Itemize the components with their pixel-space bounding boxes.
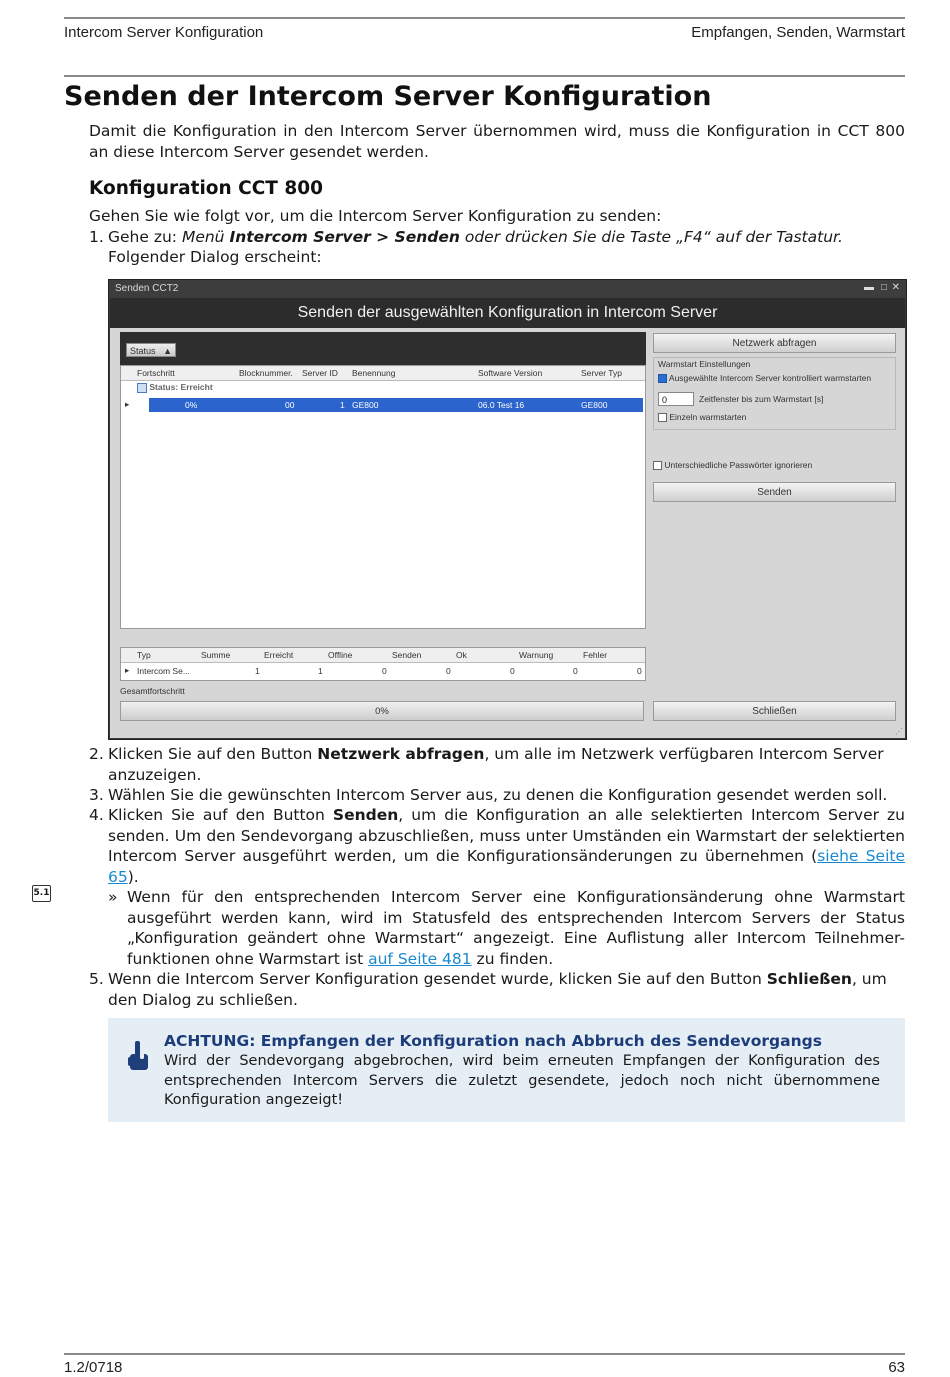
sum-col-erreicht[interactable]: Erreicht	[264, 650, 294, 660]
sum-summe: 1	[255, 666, 260, 676]
single-warmstart-checkbox[interactable]	[658, 413, 667, 422]
sum-fehler: 0	[637, 666, 642, 676]
step-4-c: , um die Konfiguration an alle selektierten Intercom Server zu senden. Um den Sendevorgang abzuschließen, muss unter Umständen ein Warmstart der selektierten Intercom Server ausgeführt werden, um die Konfigurationsänderungen zu übernehmen (	[108, 806, 906, 865]
overall-progress-label: Gesamtfortschritt	[120, 686, 185, 696]
page-title: Senden der Intercom Server Konfiguration	[64, 81, 712, 112]
step-1-path: Intercom Server > Senden	[229, 228, 460, 246]
minimize-icon[interactable]: ▬	[864, 282, 874, 293]
warmstart-checkbox-label: Ausgewählte Intercom Server kontrolliert warmstarten	[668, 373, 872, 383]
selected-row-cells	[149, 398, 643, 412]
summary-header	[121, 648, 645, 663]
step-2-button-name: Netzwerk abfragen	[317, 745, 485, 763]
step-5-button-name: Schließen	[766, 970, 852, 988]
group-row[interactable]	[137, 382, 643, 396]
step-5-a: Wenn die Intercom Server Konfiguration gesendet wurde, klicken Sie auf den Button	[108, 970, 767, 988]
step-2-a: Klicken Sie auf den Button	[108, 745, 318, 763]
cell-progress: 0%	[185, 400, 198, 410]
dialog-heading: Senden der ausgewählten Konfiguration in Intercom Server	[110, 298, 905, 328]
warmstart-time-label: Zeitfenster bis zum Warmstart [s]	[699, 394, 824, 404]
ignore-passwords-row[interactable]	[653, 460, 812, 470]
send-dialog	[108, 279, 907, 740]
sum-col-fehler[interactable]: Fehler	[583, 650, 608, 660]
collapse-icon[interactable]	[137, 383, 147, 393]
warmstart-group-title: Warmstart Einstellungen	[658, 359, 751, 369]
step-4-number: 4.	[89, 806, 104, 824]
col-blocknummer[interactable]: Blocknummer.	[239, 368, 293, 378]
pointing-hand-icon	[128, 1040, 150, 1078]
sort-asc-icon: ▲	[163, 346, 172, 356]
step-4-a: Klicken Sie auf den Button	[108, 806, 333, 824]
row-indicator-icon: ▸	[125, 399, 130, 409]
step-5-text	[108, 969, 905, 1010]
table-row[interactable]	[121, 398, 645, 412]
sum-col-ok[interactable]: Ok	[456, 650, 467, 660]
step-1-number: 1.	[89, 228, 104, 246]
cell-name: GE800	[352, 400, 379, 410]
summary-row-indicator-icon: ▸	[125, 665, 130, 675]
sum-col-summe[interactable]: Summe	[201, 650, 231, 660]
status-chip-label: Status	[130, 346, 156, 356]
step-2-text	[108, 744, 905, 785]
col-benennung[interactable]: Benennung	[352, 368, 396, 378]
dialog-body	[110, 328, 905, 738]
footer-rule	[64, 1353, 905, 1355]
col-fortschritt[interactable]: Fortschritt	[137, 368, 175, 378]
dialog-titlebar	[109, 280, 906, 298]
warmstart-time-input[interactable]: 0	[658, 392, 694, 406]
step-4-note-b: zu finden.	[471, 949, 554, 968]
step-4-d: ).	[127, 867, 139, 886]
step-1-shortcut: oder drücken Sie die Taste „F4“ auf der Tastatur.	[459, 228, 843, 246]
cell-type: GE800	[581, 400, 608, 410]
network-query-button[interactable]: Netzwerk abfragen	[653, 333, 896, 353]
sum-col-warnung[interactable]: Warnung	[519, 650, 554, 660]
sum-col-offline[interactable]: Offline	[328, 650, 353, 660]
page-number: 63	[888, 1359, 905, 1376]
header-rule	[64, 17, 905, 19]
send-button[interactable]: Senden	[653, 482, 896, 502]
lead-text: Gehen Sie wie folgt vor, um die Intercom Server Konfiguration zu senden:	[89, 207, 662, 225]
col-software-version[interactable]: Software Version	[478, 368, 543, 378]
warmstart-settings-group	[653, 357, 896, 430]
step-1-text	[108, 227, 905, 248]
warmstart-checkbox[interactable]	[658, 374, 667, 383]
single-warmstart-label: Einzeln warmstarten	[669, 412, 747, 422]
version-badge: 5.1	[32, 885, 51, 902]
step-4-button-name: Senden	[332, 806, 399, 824]
group-label: Status: Erreicht	[149, 382, 213, 392]
intro-paragraph: Damit die Konfiguration in den Intercom Server übernommen wird, muss die Konfiguration in CCT 800 an diese Intercom Server gesendet werden.	[89, 122, 905, 161]
header-left: Intercom Server Konfiguration	[64, 24, 264, 41]
page-65-link[interactable]: siehe Seite 65	[108, 847, 906, 886]
sum-ok: 0	[510, 666, 515, 676]
ignore-passwords-label: Unterschiedliche Passwörter ignorieren	[664, 460, 813, 470]
col-server-typ[interactable]: Server Typ	[581, 368, 622, 378]
header-right: Empfangen, Senden, Warmstart	[691, 24, 905, 41]
step-2-c: , um alle im Netzwerk verfügbaren Intercom Server anzuzeigen.	[108, 745, 884, 784]
sum-senden: 0	[446, 666, 451, 676]
grid-header	[121, 366, 645, 381]
maximize-icon[interactable]: □	[880, 282, 887, 293]
step-1-a: Gehe zu:	[108, 228, 182, 246]
ignore-passwords-checkbox[interactable]	[653, 461, 662, 470]
page-481-link[interactable]: auf Seite 481	[368, 949, 472, 968]
group-panel	[120, 332, 646, 365]
summary-row[interactable]	[121, 664, 645, 678]
cell-version: 06.0 Test 16	[478, 400, 525, 410]
section-heading: Konfiguration CCT 800	[89, 178, 323, 199]
sum-erreicht: 1	[318, 666, 323, 676]
summary-grid	[120, 647, 646, 681]
step-4-note-a: Wenn für den entsprechenden Intercom Server eine Konfigurationsänderung ohne Warmstart ausgeführt werden kann, wird im Statusfeld des entsprechenden Intercom Servers der Status „Konfiguration geändert ohne Warmstart“ angezeigt. Eine Auflistung aller Intercom Teilnehmer-funktionen ohne Warmstart ist	[127, 888, 905, 968]
dialog-window-title: Senden CCT2	[115, 283, 179, 294]
step-5-c: , um den Dialog zu schließen.	[108, 970, 887, 1009]
overall-progress-bar	[120, 701, 644, 721]
server-grid	[120, 365, 646, 629]
overall-progress-value: 0%	[375, 706, 389, 717]
caution-title: ACHTUNG: Empfangen der Konfiguration nach Abbruch des Sendevorgangs	[164, 1032, 822, 1050]
step-5-number: 5.	[89, 970, 104, 988]
single-warmstart-row[interactable]	[658, 412, 746, 422]
sum-offline: 0	[382, 666, 387, 676]
sum-col-senden[interactable]: Senden	[392, 650, 422, 660]
cell-server-id: 1	[340, 400, 345, 410]
sum-col-typ[interactable]: Typ	[137, 650, 151, 660]
close-button[interactable]: Schließen	[653, 701, 896, 721]
step-3-text: Wählen Sie die gewünschten Intercom Server aus, zu denen die Konfiguration gesendet werden soll.	[108, 786, 888, 804]
caution-text: Wird der Sendevorgang abgebrochen, wird beim erneuten Empfangen der Konfiguration des entsprechenden Intercom Servers die zuletzt gesendete, jedoch noch nicht übernommene Konfiguration angezeigt!	[164, 1053, 880, 1108]
step-1-followup: Folgender Dialog erscheint:	[108, 248, 322, 266]
cell-block: 00	[285, 400, 295, 410]
status-group-chip[interactable]	[126, 343, 176, 357]
step-4-text	[108, 805, 905, 887]
step-4-note	[127, 887, 905, 969]
sum-warnung: 0	[573, 666, 578, 676]
step-3-number: 3.	[89, 786, 104, 804]
col-server-id[interactable]: Server ID	[302, 368, 338, 378]
footer-version: 1.2/0718	[64, 1359, 123, 1376]
caution-box	[108, 1018, 905, 1122]
resize-grip-icon[interactable]: ⋰	[895, 727, 903, 736]
bullet-arrow-icon: »	[108, 888, 118, 906]
title-rule	[64, 75, 905, 77]
step-2-number: 2.	[89, 745, 104, 763]
close-icon[interactable]: ✕	[891, 282, 900, 293]
sum-typ: Intercom Se...	[137, 666, 190, 676]
step-1-menu: Menü	[181, 228, 230, 246]
warmstart-checkbox-row[interactable]	[658, 373, 871, 383]
